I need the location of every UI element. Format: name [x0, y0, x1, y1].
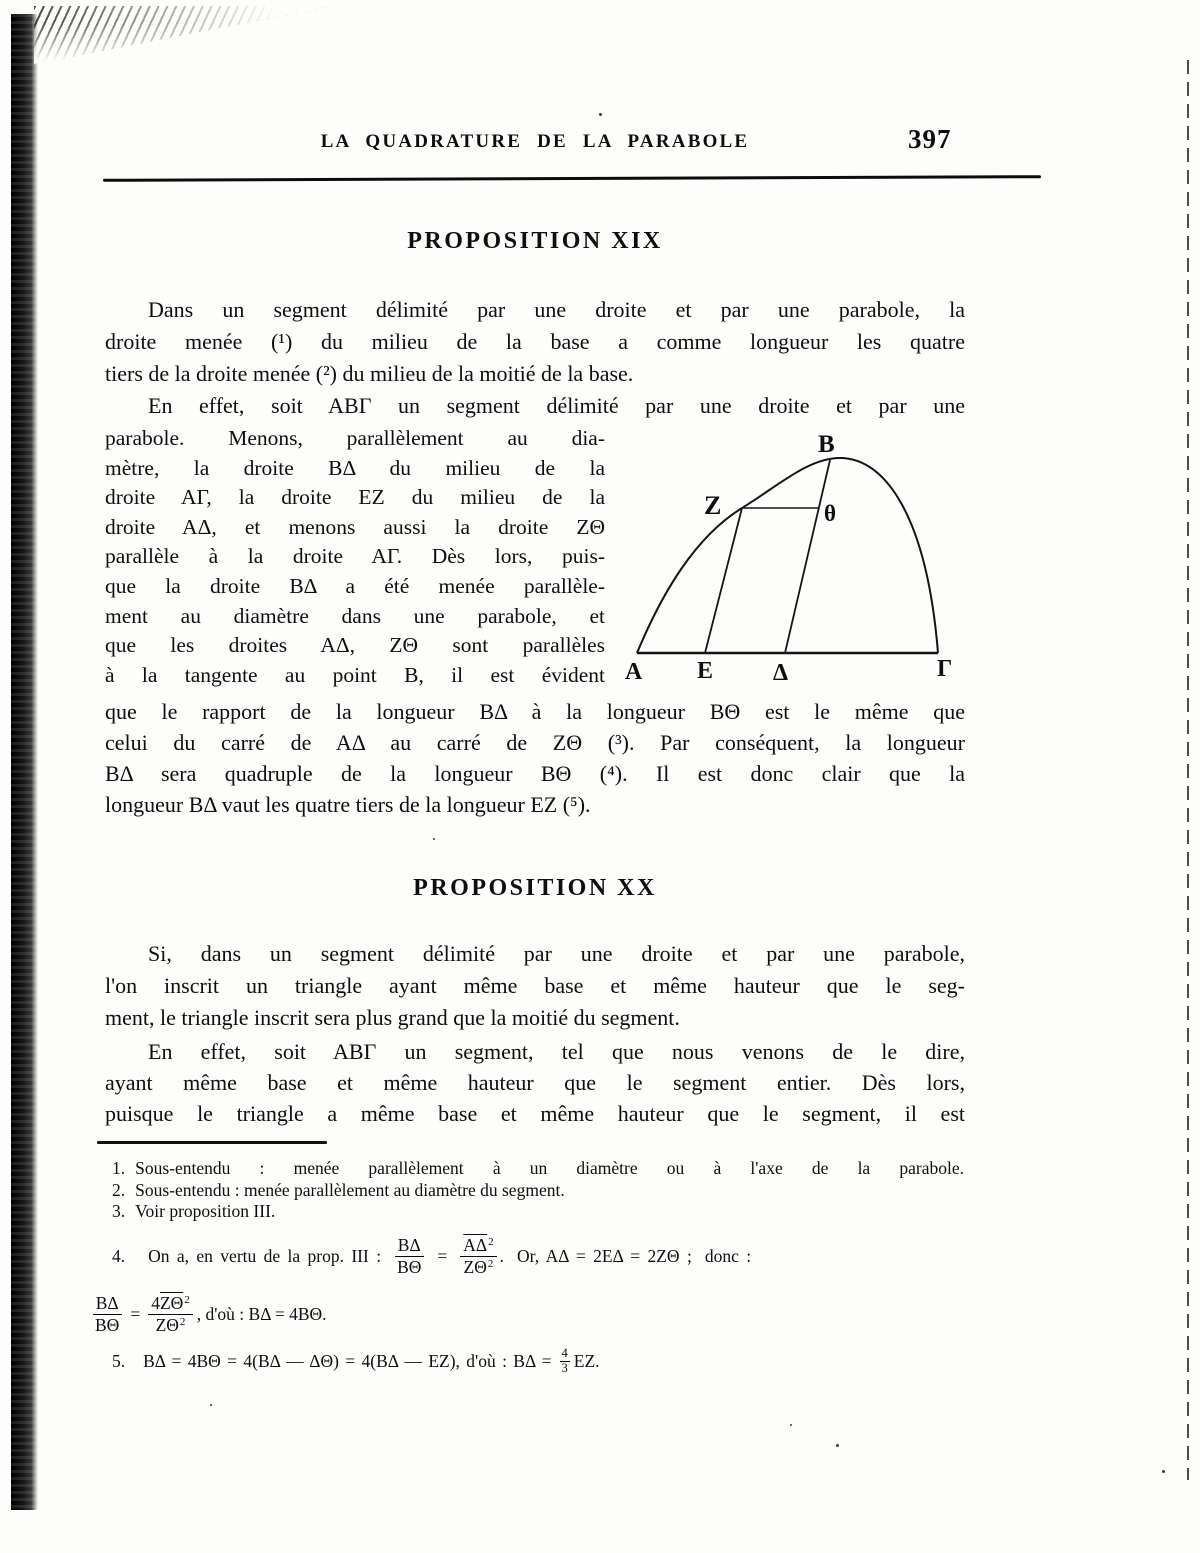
text-line: tiers de la droite menée (²) du milieu de la moitié de la base.	[105, 361, 634, 386]
parabola-figure	[600, 425, 1020, 690]
prop19-body-fullline	[105, 390, 965, 422]
overlined-term: $\overline{Z\Theta}$	[159, 1293, 184, 1314]
fraction-4ZTheta2-ZTheta2	[148, 1293, 193, 1334]
line-EZ	[705, 508, 742, 653]
footnote-number: 1.	[112, 1158, 126, 1178]
text-line: que les droites AΔ, ZΘ sont parallèles	[105, 633, 605, 658]
text-line: l'on inscrit un triangle ayant même base et même hauteur que le seg-	[105, 973, 965, 998]
exponent: 2	[184, 1294, 190, 1307]
fraction-numerator: 4	[561, 1345, 568, 1360]
running-header-title: LA QUADRATURE DE LA PARABOLE	[320, 131, 750, 152]
footnote-text: Or, AΔ = 2EΔ = 2ZΘ ;	[517, 1245, 692, 1266]
figure-label-A: A	[625, 659, 643, 685]
fraction-denominator	[461, 1257, 497, 1277]
fraction-numerator	[148, 1293, 193, 1314]
fraction-denominator: BΘ	[397, 1256, 422, 1277]
figure-label-B: B	[818, 431, 835, 458]
footnote-text: Sous-entendu : menée parallèlement au diamètre du segment.	[135, 1179, 565, 1200]
prop19-heading: PROPOSITION XIX	[407, 228, 663, 254]
equals-sign: =	[130, 1303, 141, 1324]
text-line: ment, le triangle inscrit sera plus grand que la moitié du segment.	[105, 1005, 680, 1030]
figure-label-Gamma: Γ	[937, 656, 953, 682]
fraction-AD2-ZTheta2	[460, 1235, 496, 1276]
text-line: longueur BΔ vaut les quatre tiers de la longueur EZ (⁵).	[105, 792, 591, 817]
prop20-body	[105, 1036, 965, 1129]
figure-label-Z: Z	[704, 491, 722, 520]
footnote-text: Sous-entendu : menée parallèlement à un diamètre ou à l'axe de la parabole.	[135, 1158, 964, 1178]
coefficient: 4	[151, 1293, 160, 1314]
footnote-text: , d'où : BΔ = 4BΘ.	[196, 1303, 327, 1324]
footnote-2	[112, 1180, 964, 1202]
text-line: parabole. Menons, parallèlement au dia-	[105, 426, 605, 450]
footnote-3	[112, 1201, 964, 1223]
exponent: 2	[487, 1257, 494, 1270]
prop19-statement	[105, 294, 965, 390]
footnote-4-continued	[92, 1284, 327, 1344]
fraction-four-thirds	[560, 1347, 570, 1376]
equals-sign: =	[437, 1245, 448, 1266]
exponent: 2	[179, 1315, 186, 1328]
footnote-list	[112, 1158, 964, 1223]
fraction-numerator	[460, 1235, 496, 1256]
text-line: que la droite BΔ a été menée parallèle-	[105, 573, 605, 598]
scan-speck	[836, 1444, 839, 1447]
fraction-denominator: 3	[561, 1360, 568, 1375]
text-line: En effet, soit ABΓ un segment délimité par une droite et par une	[148, 393, 965, 418]
text-line: mètre, la droite BΔ du milieu de la	[105, 455, 605, 480]
text-line: celui du carré de AΔ au carré de ZΘ (³). Par conséquent, la longueur	[105, 730, 965, 755]
page-edge-line	[1187, 60, 1189, 1480]
prop20-statement	[105, 938, 965, 1034]
figure-label-theta: θ	[824, 501, 837, 526]
overlined-term: $\overline{Z\Theta}$	[463, 1256, 487, 1277]
prop19-body-below-figure	[105, 696, 965, 820]
scan-speck	[210, 1404, 212, 1406]
footnote-text: On a, en vertu de la prop. III :	[148, 1245, 382, 1266]
text-line: parallèle à la droite AΓ. Dès lors, puis-	[105, 544, 605, 569]
footnote-4	[112, 1228, 751, 1284]
footnote-number: 5.	[112, 1350, 126, 1371]
footnote-number: 3.	[112, 1201, 126, 1221]
text-line: En effet, soit ABΓ un segment, tel que nous venons de le dire,	[148, 1039, 965, 1064]
scan-speck	[433, 838, 435, 840]
text-line: Dans un segment délimité par une droite et par une parabole, la	[148, 297, 965, 322]
figure-label-E: E	[697, 658, 714, 684]
footnote-1	[112, 1158, 964, 1180]
text-line: BΔ sera quadruple de la longueur BΘ (⁴). Il est donc clair que la	[105, 761, 965, 786]
exponent: 2	[488, 1236, 494, 1249]
page-number: 397	[908, 124, 952, 154]
binding-shadow	[11, 14, 38, 1510]
text-line: que le rapport de la longueur BΔ à la longueur BΘ est le même que	[105, 699, 965, 724]
text-line: ayant même base et même hauteur que le segment entier. Dès lors,	[105, 1070, 965, 1095]
text-line: ment au diamètre dans une parabole, et	[105, 603, 605, 628]
footnote-text: donc :	[704, 1245, 752, 1266]
scan-speck	[790, 1424, 792, 1426]
footnote-number: 2.	[112, 1179, 126, 1200]
fraction-numerator: BΔ	[93, 1293, 122, 1314]
scan-speck	[599, 113, 602, 116]
prop19-body-narrow-column	[105, 424, 605, 690]
overlined-term: $\overline{A\Delta}$	[463, 1235, 488, 1256]
figure-label-Delta: Δ	[773, 660, 789, 686]
text-line: droite AΔ, et menons aussi la droite ZΘ	[105, 514, 605, 539]
footnote-separator	[97, 1141, 327, 1144]
footnote-text: BΔ = 4BΘ = 4(BΔ — ΔΘ) = 4(BΔ — EZ), d'où : BΔ =	[143, 1350, 552, 1371]
footnote-5	[112, 1342, 600, 1380]
text-line: Si, dans un segment délimité par une droite et par une parabole,	[148, 941, 965, 966]
parabola-curve	[637, 458, 938, 653]
prop20-heading: PROPOSITION XX	[413, 875, 657, 901]
fraction-denominator: BΘ	[95, 1314, 120, 1335]
fraction-BD-BTheta	[92, 1293, 122, 1334]
text-line: droite AΓ, la droite EZ du milieu de la	[105, 485, 605, 510]
footnote-text: EZ.	[573, 1350, 600, 1371]
scan-speck	[1162, 1470, 1165, 1473]
line-BD	[785, 460, 830, 653]
fraction-denominator	[153, 1315, 189, 1335]
corner-speckle	[34, 6, 334, 64]
overlined-term: $\overline{Z\Theta}$	[155, 1314, 179, 1335]
text-line: droite menée (¹) du milieu de la base a comme longueur les quatre	[105, 329, 965, 354]
header-rule	[103, 175, 1041, 182]
fraction-numerator: BΔ	[395, 1235, 424, 1256]
fraction-BD-BTheta	[394, 1235, 424, 1276]
text-line: à la tangente au point B, il est évident	[105, 662, 605, 687]
footnote-number: 4.	[112, 1245, 126, 1266]
footnote-text: .	[499, 1245, 505, 1266]
footnote-text: Voir proposition III.	[135, 1201, 276, 1221]
text-line: puisque le triangle a même base et même hauteur que le segment, il est	[105, 1101, 965, 1126]
